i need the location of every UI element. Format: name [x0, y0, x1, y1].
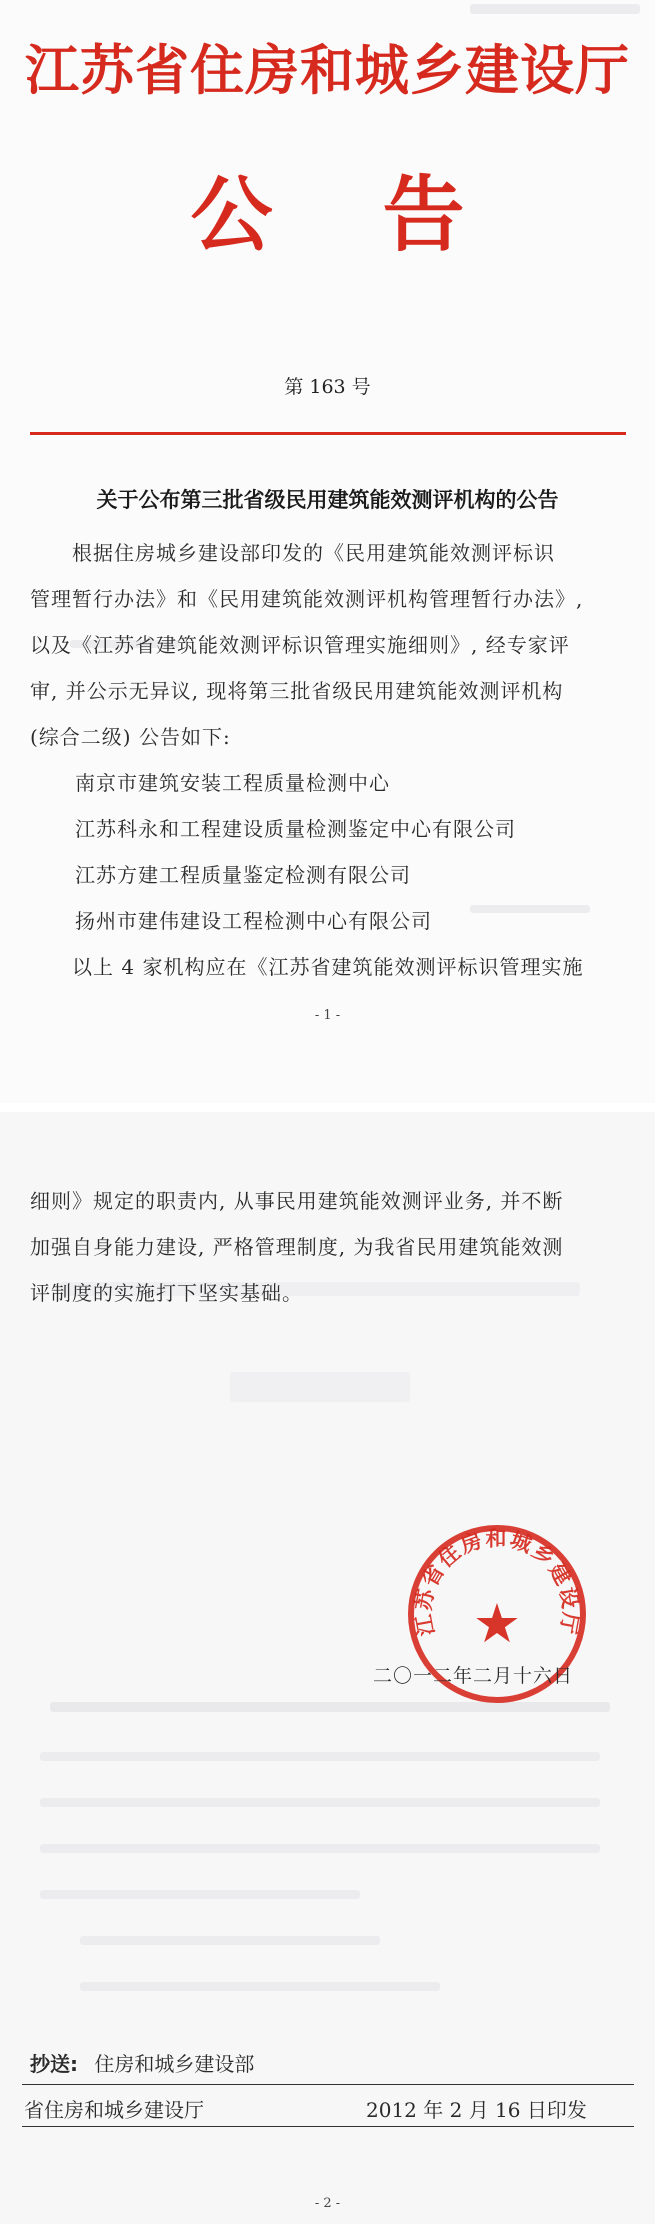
intro-line: 根据住房城乡建设部印发的《民用建筑能效测评标识 [72, 541, 555, 565]
intro-line: 管理暂行办法》和《民用建筑能效测评机构管理暂行办法》, [30, 587, 584, 611]
institution-item: 南京市建筑安装工程质量检测中心 [75, 771, 390, 795]
cc-recipient: 住房和城乡建设部 [94, 2052, 255, 2076]
intro-line: 审, 并公示无异议, 现将第三批省级民用建筑能效测评机构 [30, 679, 564, 703]
signature-date: 二〇一二年二月十六日 [372, 1665, 573, 1687]
document-page-1 [0, 0, 655, 1103]
bleed-through-mark [80, 1936, 380, 1945]
institution-item: 江苏方建工程质量鉴定检测有限公司 [75, 863, 411, 887]
intro-line: 以及《江苏省建筑能效测评标识管理实施细则》, 经专家评 [30, 633, 570, 657]
intro-line: (综合二级) 公告如下: [30, 725, 231, 749]
bleed-through-mark [40, 1890, 360, 1899]
footer-rule-top [22, 2084, 634, 2085]
document-number: 第 163 号 [284, 376, 371, 398]
cc-label: 抄送: [30, 2052, 78, 2076]
footer-rule-bottom [22, 2126, 634, 2127]
closing-paragraph-line: 加强自身能力建设, 严格管理制度, 为我省民用建筑能效测 [30, 1235, 564, 1259]
bleed-through-mark [470, 4, 640, 14]
bleed-through-mark [40, 1752, 600, 1761]
page-separator [0, 1103, 655, 1112]
issuing-office: 省住房和城乡建设厅 [24, 2098, 204, 2122]
institution-item: 扬州市建伟建设工程检测中心有限公司 [75, 909, 432, 933]
bleed-through-mark [470, 905, 590, 913]
closing-paragraph-line: 评制度的实施打下坚实基础。 [30, 1281, 303, 1305]
closing-paragraph-line: 细则》规定的职责内, 从事民用建筑能效测评业务, 并不断 [30, 1189, 564, 1213]
bleed-through-mark [40, 1798, 600, 1807]
seal-star-icon: ★ [472, 1592, 522, 1655]
print-date: 2012 年 2 月 16 日印发 [366, 2098, 587, 2122]
page-number: - 1 - [314, 1008, 341, 1023]
document-type-heading: 公告 [190, 168, 575, 263]
bleed-through-mark [40, 1844, 600, 1853]
cc-line [30, 2048, 254, 2077]
page-number: - 2 - [314, 2196, 341, 2211]
closing-paragraph-start: 以上 4 家机构应在《江苏省建筑能效测评标识管理实施 [72, 955, 584, 979]
bleed-through-mark [230, 1372, 410, 1402]
bleed-through-mark [80, 1982, 440, 1991]
issuing-organization-title: 江苏省住房和城乡建设厅 [25, 39, 630, 102]
seal-text: 江苏省住房和城乡建设厅 [411, 1526, 583, 1638]
notice-title: 关于公布第三批省级民用建筑能效测评机构的公告 [96, 488, 559, 512]
institution-item: 江苏科永和工程建设质量检测鉴定中心有限公司 [75, 817, 516, 841]
red-divider-rule [30, 432, 626, 435]
